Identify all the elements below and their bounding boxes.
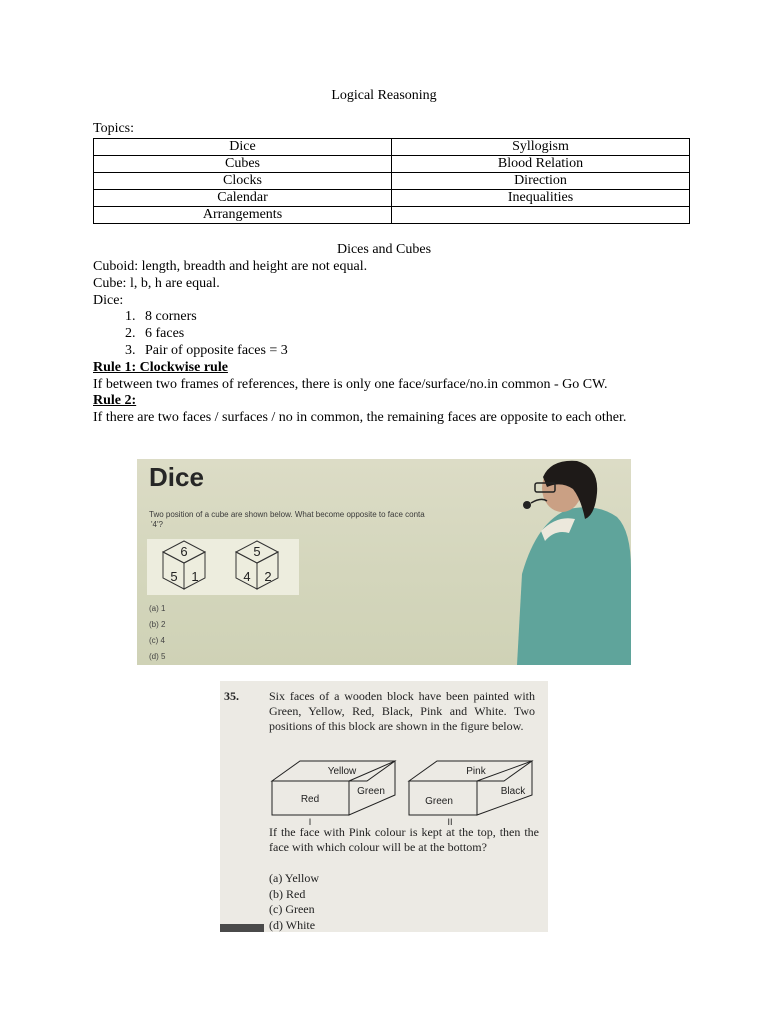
block-two-label: II <box>447 817 453 825</box>
topics-label: Topics: <box>93 121 135 136</box>
photo-question: Two position of a cube are shown below. What become opposite to face conta <box>149 510 425 519</box>
table-cell: Calendar <box>94 190 392 207</box>
question-number: 35. <box>224 689 239 703</box>
list-item: (b) 2 <box>149 620 166 629</box>
block-two-side: Black <box>500 786 526 797</box>
block-two-top: Pink <box>466 766 486 777</box>
table-row <box>94 139 690 156</box>
section-title: Dices and Cubes <box>336 242 432 257</box>
answer-options <box>269 871 319 932</box>
list-item: (d) White <box>269 917 316 932</box>
list-item: (a) 1 <box>149 604 166 613</box>
rule2-text: If there are two faces / surfaces / no in common, the remaining faces are opposite to each other. <box>93 410 627 426</box>
block-two-front: Green <box>425 796 453 807</box>
question-text: Six faces of a wooden block have been painted with Green, Yellow, Red, Black, Pink and White. Two positions of this block are shown in the figure below. <box>269 689 535 733</box>
cuboid-definition: Cuboid: length, breadth and height are not equal. <box>93 259 368 274</box>
table-cell: Syllogism <box>392 139 690 156</box>
rule1-text: If between two frames of references, there is only one face/surface/no.in common - Go CW. <box>93 376 608 392</box>
table-row <box>94 156 690 173</box>
table-cell: Dice <box>94 139 392 156</box>
photo-heading: Dice <box>149 462 204 492</box>
photo-options <box>149 601 165 665</box>
table-cell: Inequalities <box>392 190 690 207</box>
block-figure <box>270 755 540 825</box>
topics-table <box>93 138 690 224</box>
table-cell: Arrangements <box>94 207 392 224</box>
list-item: (c) Green <box>269 902 315 917</box>
cube-two-right: 2 <box>264 569 272 584</box>
photo-question-cont: '4'? <box>151 520 163 529</box>
table-cell: Clocks <box>94 173 392 190</box>
cubes-panel <box>147 539 299 595</box>
block-one-label: I <box>308 817 312 825</box>
list-item: (d) 5 <box>149 652 166 661</box>
cube-one-right: 1 <box>191 569 199 584</box>
scan-edge <box>220 924 264 932</box>
cube-definition: Cube: l, b, h are equal. <box>93 275 220 291</box>
table-cell: Cubes <box>94 156 392 173</box>
cube-two-top: 5 <box>253 544 261 559</box>
teacher-figure <box>517 459 631 665</box>
block-one-top: Yellow <box>327 766 357 777</box>
rule1-title: Rule 1: Clockwise rule <box>93 359 228 375</box>
list-item: 2. 6 faces <box>139 326 675 343</box>
lecture-photo <box>137 459 631 665</box>
block-one-front: Red <box>300 794 320 805</box>
cube-one-left: 5 <box>170 569 178 584</box>
textbook-photo <box>220 681 548 932</box>
table-cell <box>392 207 690 224</box>
list-item: (b) Red <box>269 886 306 901</box>
document-title: Logical Reasoning <box>331 88 437 103</box>
cube-two-left: 4 <box>243 569 251 584</box>
list-item: (c) 4 <box>149 636 165 645</box>
cube-one-top: 6 <box>180 544 188 559</box>
rule2-title: Rule 2: <box>93 393 137 409</box>
list-item: 1. 8 corners <box>139 309 675 326</box>
table-row <box>94 190 690 207</box>
table-row <box>94 207 690 224</box>
notes-body <box>93 259 675 427</box>
dice-label: Dice: <box>93 292 124 308</box>
list-item: (a) Yellow <box>269 871 319 885</box>
cube-diagrams <box>147 539 299 595</box>
dice-points-list <box>93 309 675 359</box>
table-cell: Blood Relation <box>392 156 690 173</box>
table-row <box>94 173 690 190</box>
block-one-side: Green <box>357 786 385 797</box>
table-cell: Direction <box>392 173 690 190</box>
list-item: 3. Pair of opposite faces = 3 <box>139 343 675 360</box>
question-text-2: If the face with Pink colour is kept at the top, then the face with which colour will be at the bottom? <box>269 825 539 854</box>
